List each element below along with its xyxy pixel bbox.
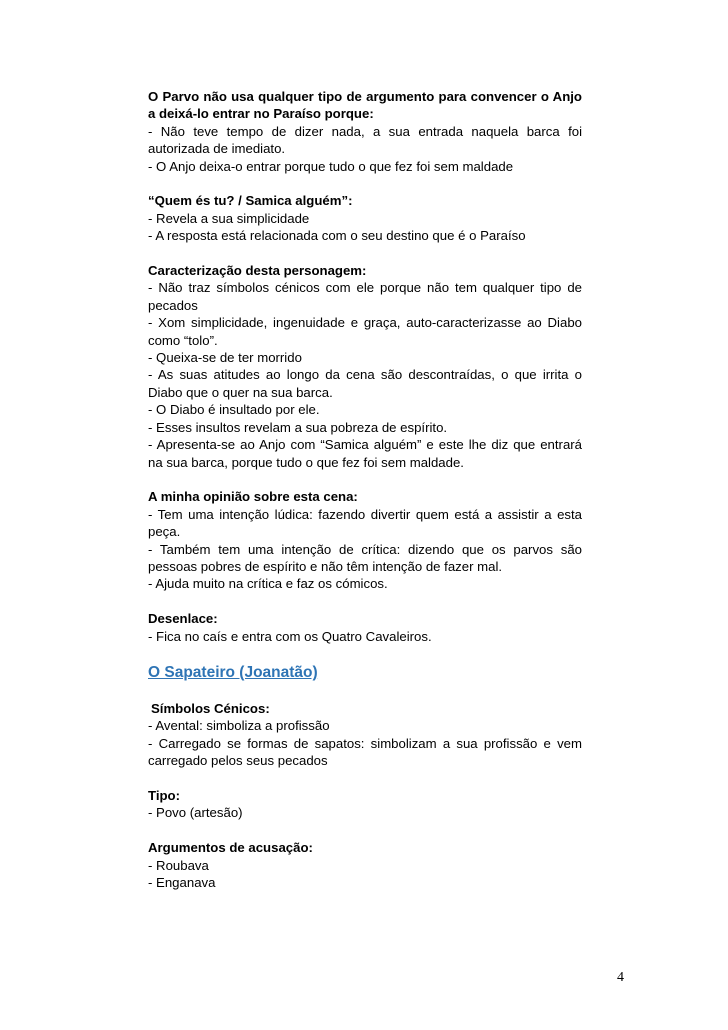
- list-item: - Não traz símbolos cénicos com ele porque não tem qualquer tipo de pecados: [148, 280, 582, 313]
- character-heading: O Sapateiro (Joanatão): [148, 663, 318, 681]
- document-body: [148, 88, 582, 909]
- section-title: Argumentos de acusação:: [148, 840, 313, 856]
- list-item: - A resposta está relacionada com o seu destino que é o Paraíso: [148, 228, 526, 244]
- section-title: Tipo:: [148, 787, 180, 803]
- list-item: - Povo (artesão): [148, 805, 243, 821]
- section-title: Símbolos Cénicos:: [151, 700, 270, 716]
- section-parvo-argument: [148, 88, 582, 175]
- list-item: - Não teve tempo de dizer nada, a sua entrada naquela barca foi autorizada de imediato.: [148, 123, 582, 157]
- list-item: - As suas atitudes ao longo da cena são descontraídas, o que irrita o Diabo que o quer na sua barca.: [148, 367, 582, 400]
- list-item: - Queixa-se de ter morrido: [148, 350, 302, 366]
- section-opiniao: [148, 488, 582, 592]
- section-tipo: [148, 787, 582, 822]
- list-item: - Revela a sua simplicidade: [148, 210, 310, 226]
- section-title: A minha opinião sobre esta cena:: [148, 489, 358, 505]
- list-item: - O Diabo é insultado por ele.: [148, 402, 320, 418]
- list-item: - Apresenta-se ao Anjo com “Samica alguém” e este lhe diz que entrará na sua barca, porque tudo o que fez foi sem maldade.: [148, 437, 582, 470]
- list-item: - Xom simplicidade, ingenuidade e graça, auto-caracterizasse ao Diabo como “tolo”.: [148, 315, 582, 348]
- list-item: - Avental: simboliza a profissão: [148, 718, 330, 734]
- section-title: Desenlace:: [148, 611, 218, 627]
- section-title: O Parvo não usa qualquer tipo de argumento para convencer o Anjo a deixá-lo entrar no Paraíso porque:: [148, 89, 582, 122]
- section-title: “Quem és tu? / Samica alguém”:: [148, 193, 353, 209]
- list-item: - Roubava: [148, 857, 209, 873]
- section-quem-es-tu: [148, 192, 582, 244]
- list-item: - Esses insultos revelam a sua pobreza de espírito.: [148, 419, 448, 435]
- list-item: - Fica no caís e entra com os Quatro Cavaleiros.: [148, 628, 432, 644]
- list-item: - Enganava: [148, 874, 216, 890]
- section-desenlace: [148, 610, 582, 645]
- list-item: - Carregado se formas de sapatos: simbolizam a sua profissão e vem carregado pelos seus pecados: [148, 735, 582, 769]
- section-title: Caracterização desta personagem:: [148, 263, 367, 279]
- section-simbolos: [148, 700, 582, 770]
- list-item: - Ajuda muito na crítica e faz os cómicos.: [148, 576, 388, 592]
- section-caracterizacao: [148, 262, 582, 471]
- list-item: - Tem uma intenção lúdica: fazendo divertir quem está a assistir a esta peça.: [148, 506, 582, 540]
- list-item: - Também tem uma intenção de crítica: dizendo que os parvos são pessoas pobres de espírito e não têm intenção de fazer mal.: [148, 541, 582, 574]
- page-number: 4: [617, 970, 624, 985]
- section-argumentos: [148, 839, 582, 891]
- list-item: - O Anjo deixa-o entrar porque tudo o que fez foi sem maldade: [148, 158, 514, 174]
